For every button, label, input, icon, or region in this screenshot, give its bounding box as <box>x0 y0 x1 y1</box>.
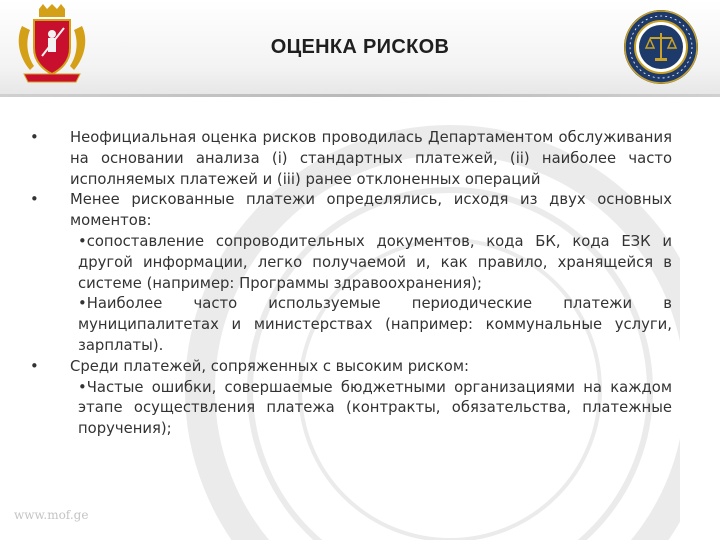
sub-item: •Наиболее часто используемые периодические платежи в муниципалитетах и министерствах (например: коммунальные услуги, зарплаты). <box>78 295 672 354</box>
bullet-text: Среди платежей, сопряженных с высоким риском: <box>70 357 469 375</box>
bullet-dot: • <box>30 191 39 209</box>
bullet-text: Неофициальная оценка рисков проводилась Департаментом обслуживания на основании анализа (i) стандартных платежей, (ii) наиболее часто исполняемых платежей и (iii) ранее отклоненных операций <box>70 129 672 188</box>
sub-item: •сопоставление сопроводительных документов, кода БК, кода ЕЗК и другой информации, легко получаемой и, как правило, хранящейся в системе (например: Программы здравоохранения); <box>78 232 672 292</box>
sub-item: •Частые ошибки, совершаемые бюджетными организациями на каждом этапе осуществления платежа (контракты, обязательства, платежные поручения); <box>78 378 672 438</box>
bullet-list <box>30 128 672 440</box>
bullet-dot: • <box>30 357 39 375</box>
bullet-text: Менее рискованные платежи определялись, исходя из двух основных моментов: <box>70 191 672 230</box>
bullet-item <box>30 190 672 356</box>
ministry-seal-icon <box>622 8 700 86</box>
bullet-item <box>30 128 672 190</box>
bullet-item <box>30 357 672 440</box>
page-title: ОЦЕНКА РИСКОВ <box>270 36 450 58</box>
header-divider <box>0 94 720 97</box>
footer-url: www.mof.ge <box>14 508 89 522</box>
bullet-dot: • <box>30 129 39 146</box>
